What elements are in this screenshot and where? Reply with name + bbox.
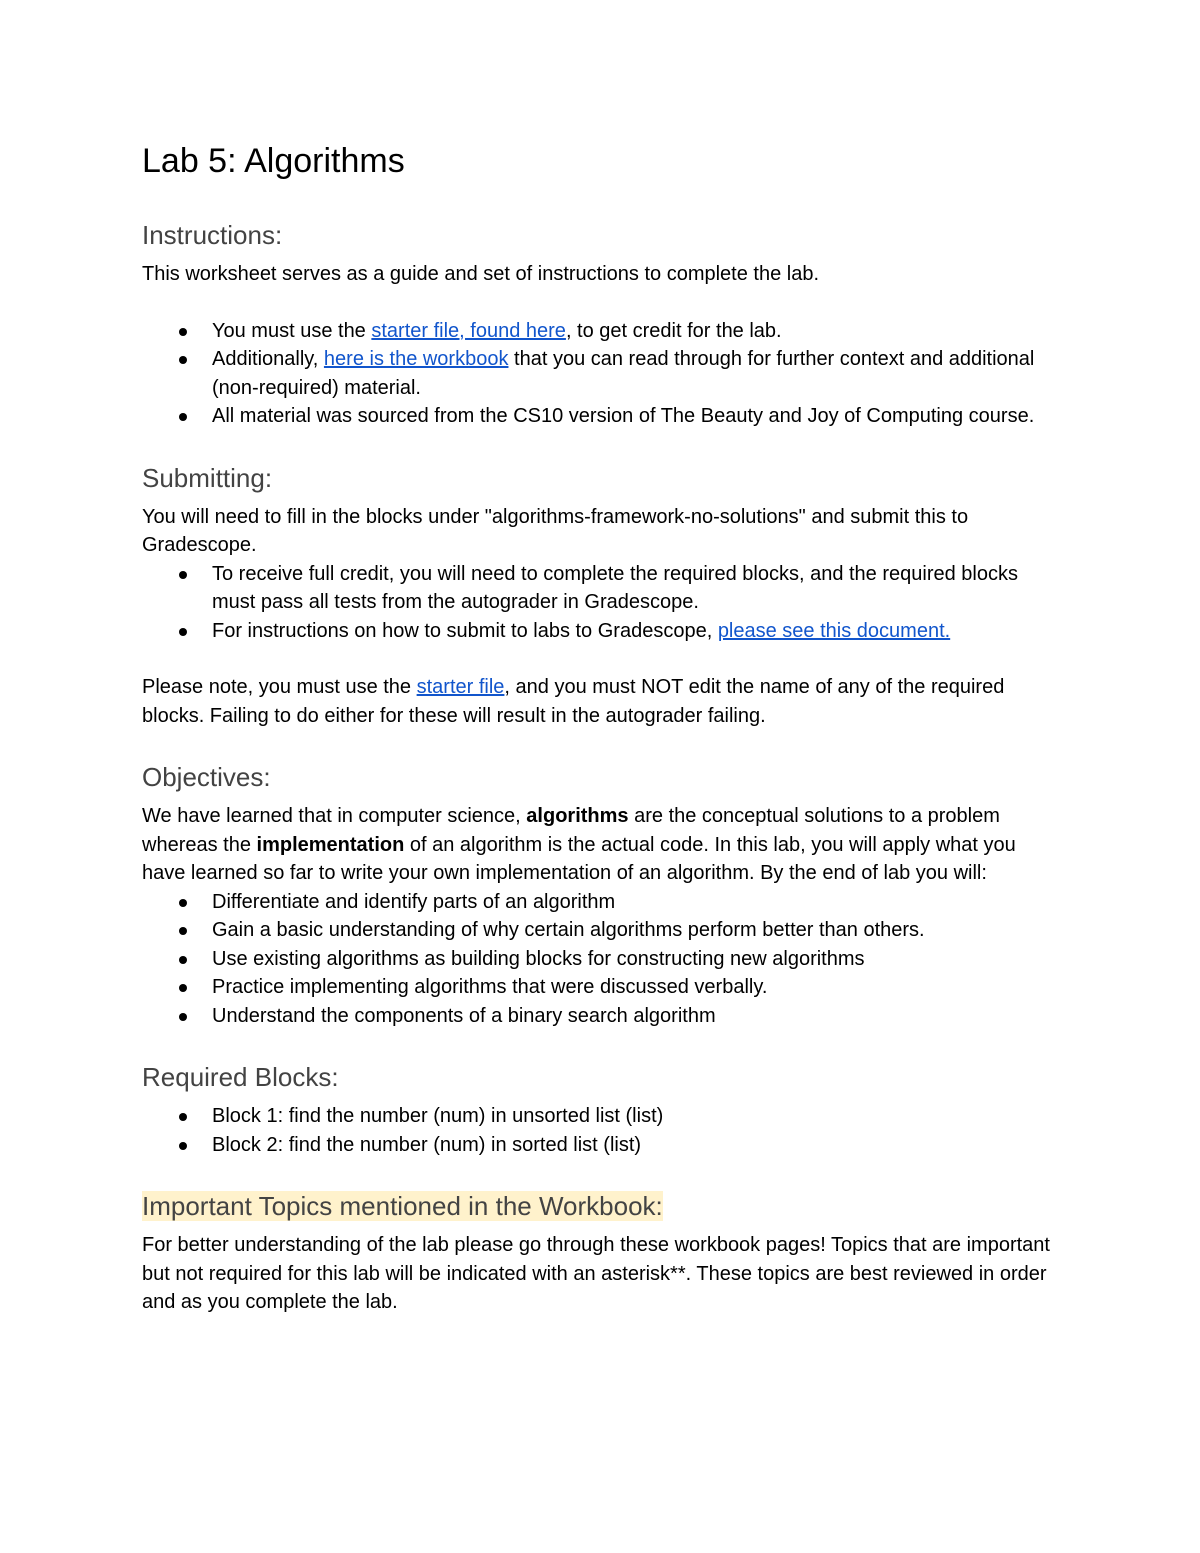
list-item: To receive full credit, you will need to complete the required blocks, and the required blocks must pass all tests from the autograder in Gradescope.	[142, 560, 1052, 617]
list-item: Differentiate and identify parts of an algorithm	[142, 888, 1052, 917]
gradescope-doc-link[interactable]: please see this document.	[717, 619, 951, 642]
required-blocks-heading: Required Blocks:	[142, 1062, 339, 1092]
instructions-intro: This worksheet serves as a guide and set of instructions to complete the lab.	[142, 263, 820, 285]
important-topics-heading: Important Topics mentioned in the Workbook:	[142, 1191, 663, 1221]
submitting-note: Please note, you must use the starter file, and you must NOT edit the name of any of the required blocks. Failing to do either for these will result in the autograder failing.	[142, 676, 1005, 727]
instructions-heading: Instructions:	[142, 220, 283, 250]
starter-file-link-2[interactable]: starter file	[416, 676, 505, 698]
submitting-heading: Submitting:	[142, 462, 273, 493]
list-item: All material was sourced from the CS10 version of The Beauty and Joy of Computing course.	[142, 402, 1052, 431]
page-title: Lab 5: Algorithms	[142, 142, 405, 180]
instructions-list	[142, 317, 1052, 431]
important-topics-text: For better understanding of the lab please go through these workbook pages! Topics that are important but not required for this lab will be indicated with an asterisk**. These topics are best reviewed in order and as you complete the lab.	[142, 1234, 1050, 1313]
list-item: Practice implementing algorithms that were discussed verbally.	[142, 973, 1052, 1002]
list-item: Gain a basic understanding of why certain algorithms perform better than others.	[142, 916, 1052, 945]
required-blocks-list	[142, 1102, 1052, 1159]
starter-file-link[interactable]: starter file, found here	[371, 319, 566, 342]
list-item: Understand the components of a binary search algorithm	[142, 1002, 1052, 1031]
document-content	[142, 138, 1052, 1317]
list-item: Block 1: find the number (num) in unsorted list (list)	[142, 1102, 1052, 1131]
list-item: For instructions on how to submit to labs to Gradescope, please see this document.	[142, 617, 1052, 646]
list-item: Additionally, here is the workbook that you can read through for further context and additional (non-required) material.	[142, 345, 1052, 402]
objectives-heading: Objectives:	[142, 762, 271, 792]
list-item: You must use the starter file, found here, to get credit for the lab.	[142, 317, 1052, 346]
submitting-intro: You will need to fill in the blocks under "algorithms-framework-no-solutions" and submit this to Gradescope.	[142, 505, 969, 556]
submitting-list	[142, 560, 1052, 646]
workbook-link[interactable]: here is the workbook	[323, 348, 509, 370]
list-item: Block 2: find the number (num) in sorted list (list)	[142, 1131, 1052, 1160]
objectives-intro: We have learned that in computer science, algorithms are the conceptual solutions to a problem whereas the implementation of an algorithm is the actual code. In this lab, you will apply what you have learned so far to write your own implementation of an algorithm. By the end of lab you will:	[142, 805, 1016, 884]
list-item: Use existing algorithms as building blocks for constructing new algorithms	[142, 945, 1052, 974]
objectives-list	[142, 888, 1052, 1031]
